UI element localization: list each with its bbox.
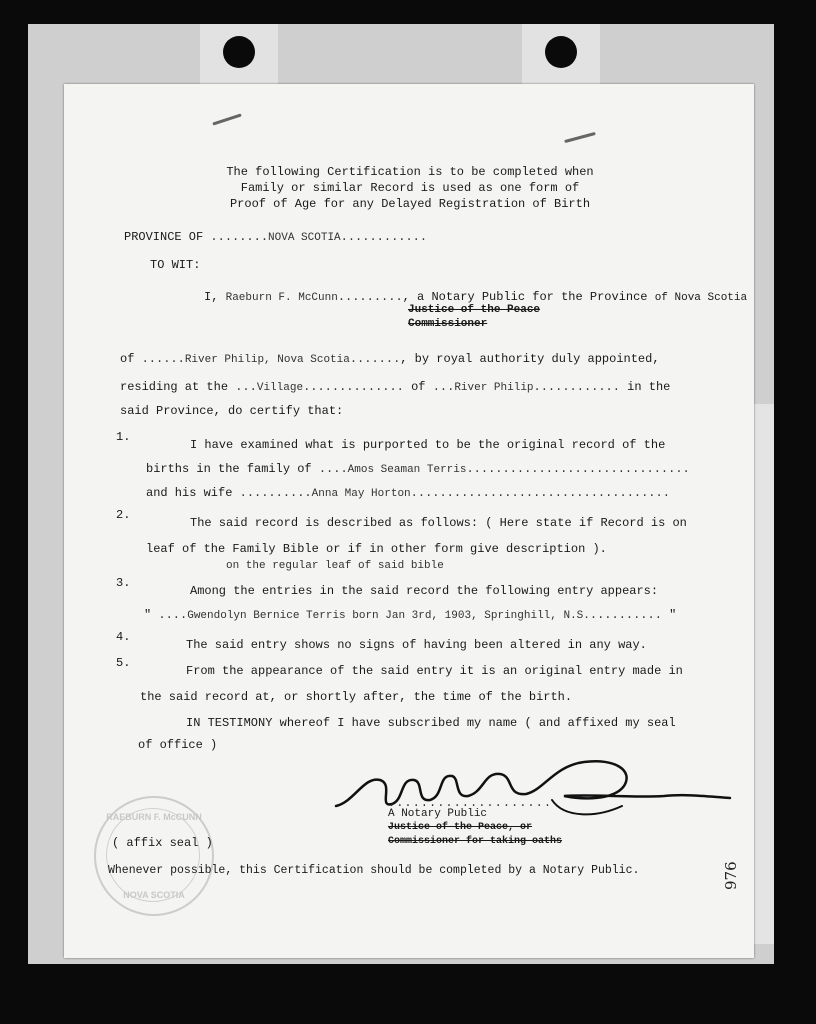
- births-label: births in the family of: [146, 462, 312, 476]
- birth-entry: Gwendolyn Bernice Terris born Jan 3rd, 1903, Springhill, N.S.: [187, 610, 590, 622]
- close-quote: ": [669, 608, 677, 622]
- residing-suffix: in the: [627, 380, 671, 394]
- notary-role: , a Notary Public for the Province: [402, 290, 648, 304]
- notary-name: Raeburn F. McCunn: [225, 292, 338, 304]
- item-number: 1.: [116, 430, 131, 444]
- item5-text2: the said record at, or shortly after, the time of the birth.: [140, 690, 573, 704]
- province-line: PROVINCE OF ........NOVA SCOTIA............: [124, 230, 428, 244]
- item-number: 3.: [116, 576, 131, 590]
- handwritten-margin-note: 976: [722, 861, 740, 890]
- father-name: Amos Seaman Terris: [347, 464, 467, 476]
- record-description: on the regular leaf of said bible: [226, 560, 444, 572]
- item2-text: The said record is described as follows: ( Here state if Record is on: [190, 516, 687, 530]
- open-quote: ": [144, 608, 152, 622]
- testimony-text: IN TESTIMONY whereof I have subscribed my name ( and affixed my seal: [186, 716, 676, 730]
- of-prefix: of: [120, 352, 135, 366]
- wife-name: Anna May Horton: [311, 488, 411, 500]
- seal-ring: [106, 808, 200, 902]
- struck-title: Commissioner for taking oaths: [388, 836, 563, 847]
- residing-value: Village: [256, 382, 304, 394]
- seal-text-bottom: NOVA SCOTIA: [123, 890, 185, 900]
- item-number: 5.: [116, 656, 131, 670]
- item-number: 2.: [116, 508, 131, 522]
- punch-hole-icon: [545, 36, 577, 68]
- struck-title: Commissioner: [408, 318, 488, 330]
- punch-hole-icon: [223, 36, 255, 68]
- heading-line: Family or similar Record is used as one form of: [240, 181, 580, 195]
- notary-line: I, Raeburn F. McCunn........., a Notary Public for the Province of Nova Scotia: [204, 290, 748, 304]
- certification-heading: [220, 164, 600, 212]
- paperclip-mark: [564, 132, 596, 143]
- struck-title: Justice of the Peace: [408, 304, 541, 316]
- residing-prefix: residing at the: [120, 380, 229, 394]
- item3-text: Among the entries in the said record the following entry appears:: [190, 584, 659, 598]
- to-wit: TO WIT:: [150, 258, 201, 272]
- signature-line: ....................: [388, 796, 553, 810]
- province-label: PROVINCE OF: [124, 230, 204, 244]
- signer-title: A Notary Public: [388, 808, 488, 820]
- wife-label: and his wife: [146, 486, 233, 500]
- footer-note: Whenever possible, this Certification should be completed by a Notary Public.: [108, 864, 640, 877]
- item2-text2: leaf of the Family Bible or if in other form give description ).: [146, 542, 607, 556]
- heading-line: Proof of Age for any Delayed Registration of Birth: [229, 197, 591, 211]
- item5-text: From the appearance of the said entry it is an original entry made in: [186, 664, 683, 678]
- seal-text-top: RAEBURN F. McCUNN: [106, 812, 202, 822]
- item1-wife: and his wife ..........Anna May Horton....................................: [146, 486, 670, 500]
- affix-seal-label: ( affix seal ): [112, 836, 213, 850]
- residing-of: of: [411, 380, 426, 394]
- struck-title: Justice of the Peace, or: [388, 822, 533, 833]
- certification-sheet: [64, 84, 754, 958]
- item3-entry: " ....Gwendolyn Bernice Terris born Jan 3rd, 1903, Springhill, N.S........... ": [144, 608, 677, 622]
- item1-births: births in the family of ....Amos Seaman Terris...............................: [146, 462, 690, 476]
- certify-line: said Province, do certify that:: [120, 404, 344, 418]
- of-value: River Philip, Nova Scotia: [184, 354, 350, 366]
- item4-text: The said entry shows no signs of having been altered in any way.: [186, 638, 647, 652]
- residing-place: River Philip: [454, 382, 534, 394]
- item1-text: I have examined what is purported to be the original record of the: [190, 438, 666, 452]
- of-line: of ......River Philip, Nova Scotia......., by royal authority duly appointed,: [120, 352, 660, 366]
- of-suffix: , by royal authority duly appointed,: [400, 352, 660, 366]
- testimony-text2: of office ): [138, 738, 218, 752]
- province-value: NOVA SCOTIA: [268, 232, 341, 244]
- notary-seal-stamp: [94, 796, 214, 916]
- notary-prefix: I,: [204, 290, 219, 304]
- item-number: 4.: [116, 630, 131, 644]
- paperclip-mark: [212, 113, 241, 125]
- heading-line: The following Certification is to be completed when: [226, 165, 594, 179]
- notary-province: of Nova Scotia: [654, 292, 748, 304]
- residing-line: residing at the ...Village.............. of ...River Philip............ in the: [120, 380, 671, 394]
